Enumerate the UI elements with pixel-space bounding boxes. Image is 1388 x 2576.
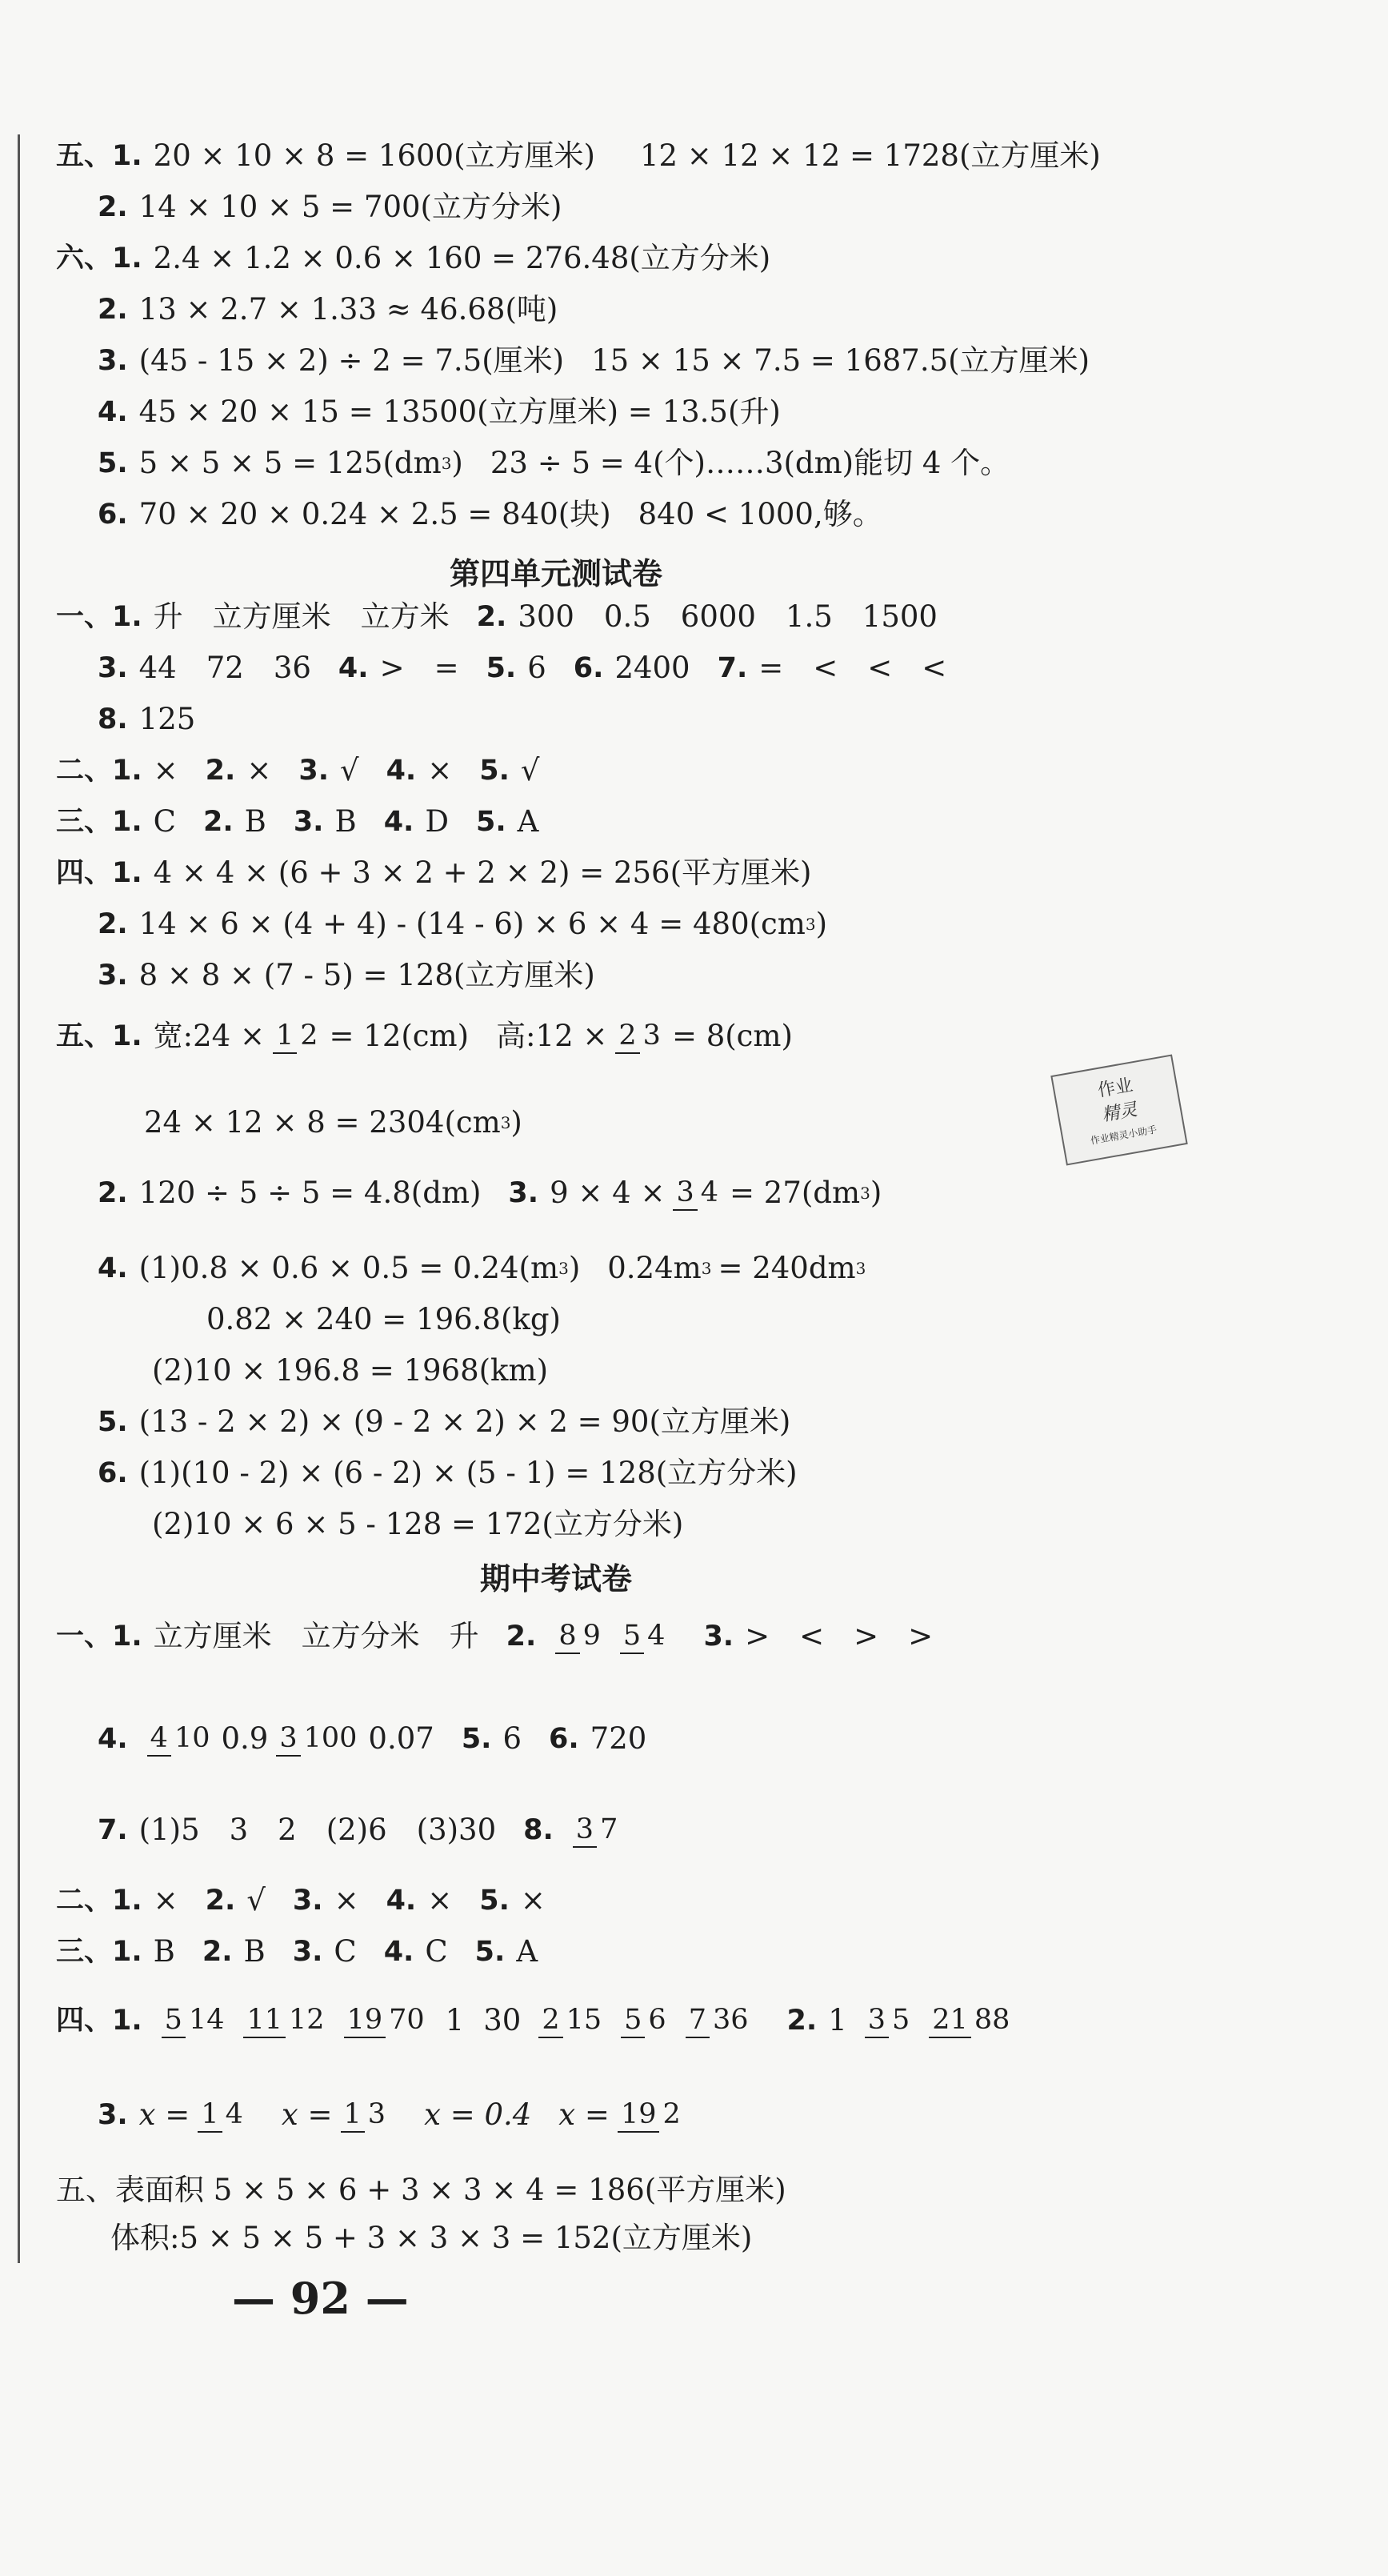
fraction <box>620 1619 669 1654</box>
answer-text: = 8(cm) <box>671 1019 793 1053</box>
answer-text: 4 × 4 × (6 + 3 × 2 + 2 × 2) = 256(平方厘米) <box>153 855 812 890</box>
fraction-denominator: 4 <box>225 2098 243 2130</box>
answer-text: 30 <box>483 2003 522 2037</box>
question-number: 3. <box>292 1885 323 1917</box>
page-number: — 92 — <box>232 2273 409 2324</box>
answer-text: 6 <box>502 1721 522 1756</box>
fraction-numerator: 7 <box>686 2003 710 2038</box>
fraction <box>341 2097 390 2133</box>
question-number: 3. <box>298 755 329 787</box>
question-number: 2. <box>98 1177 128 1209</box>
answer-text: (2)10 × 196.8 = 1968(km) <box>152 1353 549 1388</box>
fraction-denominator: 5 <box>892 2004 910 2036</box>
fraction-denominator: 4 <box>647 1620 666 1652</box>
question-number: 三、1. <box>56 1936 142 1968</box>
answer-text: ) <box>451 446 463 480</box>
question-number: 2. <box>506 1621 537 1653</box>
answer-line <box>98 1402 790 1442</box>
fraction <box>686 2003 752 2038</box>
answer-text: 0.9 <box>221 1721 269 1756</box>
fraction <box>621 2003 670 2038</box>
question-number: 2. <box>202 806 234 838</box>
question-number: 3. <box>508 1177 539 1209</box>
answer-text: √ <box>340 753 359 787</box>
answer-text: ) <box>870 1176 882 1210</box>
question-number: 4. <box>98 396 128 428</box>
homework-stamp-logo <box>1050 1054 1187 1165</box>
stamp-text: 作业精灵小助手 <box>1089 1124 1158 1147</box>
question-number: 5. <box>461 1723 492 1755</box>
fraction-denominator: 88 <box>974 2004 1010 2036</box>
answer-text: C <box>425 1934 448 1969</box>
fraction <box>615 1019 664 1054</box>
fraction-numerator: 3 <box>573 1813 597 1848</box>
answer-text: 300 0.5 6000 1.5 1500 <box>518 599 938 634</box>
question-number: 7. <box>717 652 748 684</box>
fraction <box>865 2003 914 2038</box>
answer-text: 8 × 8 × (7 - 5) = 128(立方厘米) <box>138 958 595 992</box>
question-number: 二、1. <box>56 755 142 787</box>
answer-text: √ <box>520 753 540 787</box>
answer-text: (13 - 2 × 2) × (9 - 2 × 2) × 2 = 90(立方厘米) <box>138 1404 791 1439</box>
answer-text: 1 <box>828 2003 847 2037</box>
question-number: 3. <box>703 1621 734 1653</box>
answer-text: 高:12 × <box>496 1019 608 1053</box>
fraction-denominator: 12 <box>289 2004 325 2036</box>
answer-line <box>56 1932 538 1972</box>
question-number: 5. <box>98 447 128 479</box>
superscript: 3 <box>860 1184 870 1203</box>
answer-text: (1)0.8 × 0.6 × 0.5 = 0.24(m <box>138 1251 559 1285</box>
answer-text: B <box>244 804 266 839</box>
superscript: 3 <box>558 1259 569 1278</box>
fraction-numerator: 5 <box>621 2003 645 2038</box>
answer-line <box>98 1719 646 1759</box>
fraction <box>573 1813 622 1848</box>
fraction <box>243 2003 327 2038</box>
answer-text: x = <box>558 2097 610 2132</box>
answer-text: 14 × 10 × 5 = 700(立方分米) <box>138 190 562 224</box>
question-number: 4. <box>383 806 414 838</box>
answer-text: (1)(10 - 2) × (6 - 2) × (5 - 1) = 128(立方分米) <box>138 1456 798 1490</box>
fraction-numerator: 1 <box>198 2097 222 2133</box>
question-number: 5. <box>98 1406 128 1438</box>
answer-text: = 27(dm <box>730 1176 861 1210</box>
fraction-numerator: 21 <box>929 2003 971 2038</box>
answer-text: 1 <box>445 2003 465 2037</box>
answer-text: > = <box>379 651 459 685</box>
question-number: 3. <box>293 806 324 838</box>
answer-text: 2.4 × 1.2 × 0.6 × 160 = 276.48(立方分米) <box>153 241 771 275</box>
question-number: 3. <box>98 345 128 377</box>
superscript: 3 <box>805 915 816 934</box>
answer-line <box>152 1504 683 1544</box>
answer-line <box>56 1881 546 1921</box>
answer-line <box>56 2170 786 2210</box>
answer-text: 五、表面积 5 × 5 × 6 + 3 × 3 × 4 = 186(平方厘米) <box>56 2173 786 2207</box>
fraction <box>276 1721 360 1757</box>
answer-text: x = <box>138 2097 190 2132</box>
fraction-denominator: 3 <box>642 1020 661 1052</box>
fraction-denominator: 14 <box>188 2004 225 2036</box>
answer-line <box>98 187 562 227</box>
answer-text: × <box>427 753 453 787</box>
question-number: 4. <box>386 755 417 787</box>
fraction <box>618 2097 684 2133</box>
answer-text: 9 × 4 × <box>550 1176 666 1210</box>
fraction-numerator: 19 <box>344 2003 386 2038</box>
answer-text: 2400 <box>614 651 690 685</box>
answer-line <box>98 290 558 330</box>
answer-line <box>98 648 946 688</box>
question-number: 5. <box>486 652 517 684</box>
answer-text: × <box>246 753 272 787</box>
question-number: 6. <box>98 1457 128 1489</box>
fraction-denominator: 6 <box>648 2004 666 2036</box>
fraction-numerator: 3 <box>865 2003 889 2038</box>
answer-text: 120 ÷ 5 ÷ 5 = 4.8(dm) <box>138 1176 482 1210</box>
question-number: 8. <box>98 703 128 735</box>
question-number: 一、1. <box>56 1621 142 1653</box>
answer-text: B <box>153 1934 175 1969</box>
answer-line <box>56 751 539 791</box>
answer-text: 24 × 12 × 8 = 2304(cm <box>144 1105 501 1140</box>
answer-text: 125 <box>138 702 196 736</box>
answer-text: × <box>334 1883 359 1917</box>
question-number: 3. <box>98 959 128 992</box>
answer-text: 45 × 20 × 15 = 13500(立方厘米) = 13.5(升) <box>138 395 781 429</box>
question-number: 3. <box>98 652 128 684</box>
answer-line <box>98 904 827 944</box>
fraction-denominator: 4 <box>700 1176 719 1208</box>
section-title: 第四单元测试卷 <box>449 556 662 591</box>
answer-text: 5 × 5 × 5 = 125(dm <box>138 446 442 480</box>
question-number: 8. <box>523 1814 554 1846</box>
fraction-denominator: 3 <box>367 2098 386 2130</box>
answer-text: A <box>516 1934 538 1969</box>
answer-text: C <box>334 1934 357 1969</box>
fraction-denominator: 9 <box>582 1620 601 1652</box>
answer-line <box>56 136 1101 176</box>
fraction-denominator: 15 <box>566 2004 602 2036</box>
answer-line <box>144 1103 522 1143</box>
fraction-numerator: 11 <box>243 2003 286 2038</box>
answer-line <box>98 2095 692 2135</box>
fraction <box>673 1176 722 1211</box>
question-number: 4. <box>386 1885 417 1917</box>
fraction <box>538 2003 605 2038</box>
answer-text: × <box>153 1883 178 1917</box>
answer-text: 升 立方厘米 立方米 <box>153 599 450 634</box>
question-number: 5. <box>474 1936 506 1968</box>
question-number: 6. <box>549 1723 579 1755</box>
fraction-denominator: 100 <box>303 1722 358 1754</box>
answer-line <box>56 1617 933 1657</box>
answer-text: × <box>520 1883 546 1917</box>
section-title: 期中考试卷 <box>479 1561 632 1596</box>
answer-text: = 240dm <box>718 1251 856 1285</box>
fraction-numerator: 1 <box>273 1019 297 1054</box>
question-number: 6. <box>98 499 128 531</box>
answer-text: B <box>243 1934 266 1969</box>
answer-text: 立方厘米 立方分米 升 <box>153 1619 479 1653</box>
answer-line <box>56 802 538 842</box>
answer-line <box>98 495 882 535</box>
fraction-numerator: 19 <box>618 2097 660 2133</box>
superscript: 3 <box>500 1113 511 1132</box>
answer-line <box>98 443 1010 483</box>
answer-line <box>98 1453 798 1493</box>
answer-text: × <box>153 753 178 787</box>
answer-text: (45 - 15 × 2) ÷ 2 = 7.5(厘米) <box>138 343 565 378</box>
fraction-numerator: 8 <box>555 1619 579 1654</box>
fraction-denominator: 7 <box>600 1813 618 1845</box>
fraction-denominator: 36 <box>712 2004 749 2036</box>
question-number: 四、1. <box>56 2005 142 2037</box>
answer-line <box>98 1173 882 1213</box>
answer-text: B <box>334 804 357 839</box>
answer-text: 宽:24 × <box>153 1019 265 1053</box>
question-number: 6. <box>573 652 604 684</box>
question-number: 四、1. <box>56 857 142 889</box>
answer-text: 15 × 15 × 7.5 = 1687.5(立方厘米) <box>591 343 1090 378</box>
superscript: 3 <box>855 1259 866 1278</box>
question-number: 4. <box>98 1252 128 1284</box>
fraction-denominator: 2 <box>300 1020 318 1052</box>
answer-line <box>56 1016 793 1056</box>
answer-line <box>98 1810 629 1850</box>
answer-text: 23 ÷ 5 = 4(个)……3(dm)能切 4 个。 <box>490 446 1010 480</box>
question-number: 2. <box>98 294 128 326</box>
question-number: 3. <box>98 2099 128 2131</box>
question-number: 4. <box>98 1723 128 1755</box>
answer-text: ) <box>568 1251 581 1285</box>
answer-text: √ <box>246 1883 266 1917</box>
answer-text: = 12(cm) <box>329 1019 470 1053</box>
question-number: 4. <box>383 1936 414 1968</box>
answer-text: = < < < <box>758 651 947 685</box>
answer-line <box>98 392 781 432</box>
answer-text: > < > > <box>745 1619 934 1653</box>
fraction-numerator: 2 <box>538 2003 562 2038</box>
answer-line <box>98 699 195 739</box>
answer-line <box>56 2001 1021 2041</box>
answer-text: (2)10 × 6 × 5 - 128 = 172(立方分米) <box>152 1507 684 1541</box>
fraction-numerator: 2 <box>615 1019 639 1054</box>
answer-line <box>98 955 595 996</box>
question-number: 5. <box>476 806 506 838</box>
answer-line <box>56 238 770 278</box>
question-number: 2. <box>98 908 128 940</box>
fraction-numerator: 3 <box>673 1176 697 1211</box>
answer-text: 体积:5 × 5 × 5 + 3 × 3 × 3 = 152(立方厘米) <box>110 2221 753 2255</box>
answer-text: ) <box>510 1105 522 1140</box>
fraction-denominator: 2 <box>662 2098 681 2130</box>
answer-text: D <box>425 804 450 839</box>
fraction-numerator: 4 <box>147 1721 171 1757</box>
fraction-numerator: 5 <box>620 1619 644 1654</box>
answer-line <box>98 341 1090 381</box>
answer-text: 0.07 <box>368 1721 434 1756</box>
answer-text: 70 × 20 × 0.24 × 2.5 = 840(块) <box>138 497 611 531</box>
answer-text: 12 × 12 × 12 = 1728(立方厘米) <box>639 138 1101 173</box>
answer-text: 44 72 36 <box>138 651 311 685</box>
question-number: 5. <box>479 755 510 787</box>
fraction-numerator: 1 <box>341 2097 365 2133</box>
question-number: 五、1. <box>56 1020 142 1052</box>
superscript: 3 <box>441 454 452 473</box>
question-number: 5. <box>479 1885 510 1917</box>
stamp-text: 作业 <box>1096 1075 1135 1102</box>
answer-text: C <box>153 804 176 839</box>
answer-text: 20 × 10 × 8 = 1600(立方厘米) <box>153 138 595 173</box>
answer-text: 6 <box>527 651 546 685</box>
answer-text: × <box>427 1883 453 1917</box>
answer-text: (1)5 3 2 (2)6 (3)30 <box>138 1813 497 1847</box>
question-number: 三、1. <box>56 806 142 838</box>
answer-text: A <box>517 804 539 839</box>
margin-rule <box>18 134 20 2263</box>
fraction <box>929 2003 1013 2038</box>
question-number: 7. <box>98 1814 128 1846</box>
question-number: 2. <box>205 1885 236 1917</box>
answer-line <box>110 2218 752 2258</box>
question-number: 五、1. <box>56 140 142 172</box>
answer-text: ) <box>815 907 828 941</box>
fraction <box>147 1721 214 1757</box>
fraction-numerator: 3 <box>276 1721 300 1757</box>
question-number: 2. <box>205 755 236 787</box>
answer-line <box>56 597 938 637</box>
answer-text: x = <box>281 2097 333 2132</box>
stamp-text: 精灵 <box>1100 1100 1139 1126</box>
answer-line <box>152 1351 548 1391</box>
question-number: 二、1. <box>56 1885 142 1917</box>
answer-text: 840 < 1000,够。 <box>638 497 882 531</box>
fraction-denominator: 10 <box>174 1722 210 1754</box>
fraction <box>198 2097 246 2133</box>
answer-text: 14 × 6 × (4 + 4) - (14 - 6) × 6 × 4 = 480(cm <box>138 907 806 941</box>
question-number: 六、1. <box>56 242 142 274</box>
fraction-denominator: 70 <box>389 2004 425 2036</box>
question-number: 2. <box>786 2005 818 2037</box>
fraction <box>555 1619 604 1654</box>
answer-text: x = 0.4 <box>424 2097 532 2132</box>
answer-line <box>98 1248 866 1288</box>
question-number: 4. <box>338 652 369 684</box>
question-number: 2. <box>98 191 128 223</box>
fraction-numerator: 5 <box>162 2003 186 2038</box>
fraction <box>162 2003 228 2038</box>
question-number: 一、1. <box>56 601 142 633</box>
question-number: 2. <box>202 1936 233 1968</box>
question-number: 3. <box>292 1936 323 1968</box>
answer-line <box>206 1300 561 1340</box>
fraction <box>344 2003 428 2038</box>
answer-text: 0.24m <box>607 1251 702 1285</box>
fraction <box>273 1019 322 1054</box>
answer-text: 13 × 2.7 × 1.33 ≈ 46.68(吨) <box>138 292 558 327</box>
answer-line <box>56 853 811 893</box>
answer-text: 0.82 × 240 = 196.8(kg) <box>206 1302 561 1336</box>
answer-text: 720 <box>590 1721 647 1756</box>
superscript: 3 <box>701 1259 712 1278</box>
question-number: 2. <box>476 601 507 633</box>
